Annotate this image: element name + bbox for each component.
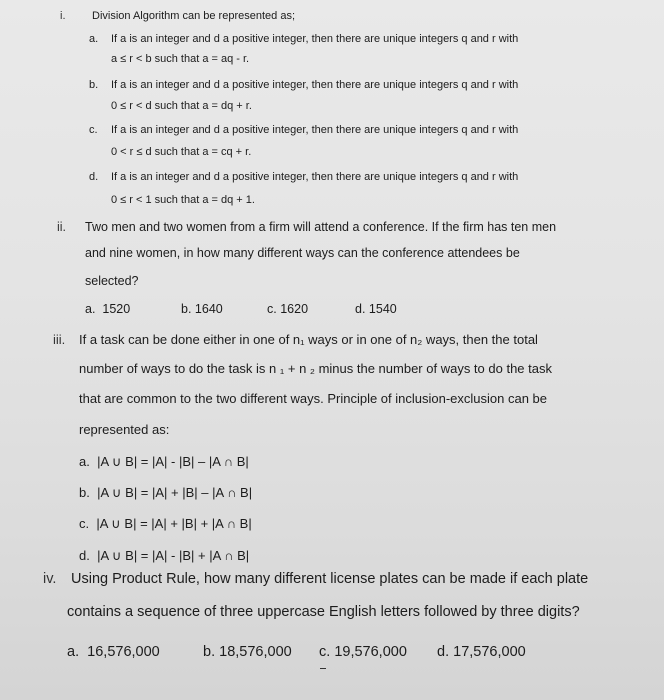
q3-option-b xyxy=(79,485,252,501)
q3-option-c xyxy=(79,516,252,532)
q3-option-c-value: |A ∪ B| = |A| + |B| + |A ∩ B| xyxy=(96,516,252,531)
q2-option-c xyxy=(267,302,308,316)
q4-option-d xyxy=(437,644,526,660)
question-2-line-1: Two men and two women from a firm will attend a conference. If the firm has ten men xyxy=(85,220,557,234)
q3-option-b-label: b. xyxy=(79,485,90,500)
q3-option-a-value: |A ∪ B| = |A| - |B| – |A ∩ B| xyxy=(97,454,249,469)
q4-option-c xyxy=(319,644,407,660)
q2-option-d-label: d. xyxy=(355,302,366,316)
q2-option-a-value: 1520 xyxy=(102,302,131,316)
q2-option-b xyxy=(181,302,223,316)
q4-option-b xyxy=(203,644,292,660)
q1-option-a-line1: If a is an integer and d a positive integer, then there are unique integers q and r with xyxy=(111,33,519,45)
q3-option-c-label: c. xyxy=(79,516,90,531)
q2-option-d-value: 1540 xyxy=(368,302,397,316)
question-3-line-1: If a task can be done either in one of n₁ ways or in one of n₂ ways, then the total xyxy=(79,332,538,347)
question-1-text: Division Algorithm can be represented as; xyxy=(92,10,295,22)
question-2-line-2: and nine women, in how many different ways can the conference attendees be xyxy=(85,246,520,260)
q1-option-b-label: b. xyxy=(89,79,99,91)
q3-option-d-value: |A ∪ B| = |A| - |B| + |A ∩ B| xyxy=(97,548,250,563)
q1-option-c-label: c. xyxy=(89,124,98,136)
q4-option-a-value: 16,576,000 xyxy=(87,644,160,660)
q4-option-b-value: 18,576,000 xyxy=(219,644,292,660)
q1-option-d-label: d. xyxy=(89,171,99,183)
q3-option-a xyxy=(79,454,249,470)
q2-option-c-value: 1620 xyxy=(280,302,309,316)
q3-option-d-label: d. xyxy=(79,548,90,563)
question-3-line-3: that are common to the two different ways. Principle of inclusion-exclusion can be xyxy=(79,391,547,406)
q3-option-d xyxy=(79,548,249,564)
q1-option-d-line2: 0 ≤ r < 1 such that a = dq + 1. xyxy=(111,194,255,206)
q2-option-c-label: c. xyxy=(267,302,277,316)
q4-option-d-label: d. xyxy=(437,644,450,660)
q4-option-b-label: b. xyxy=(203,644,216,660)
question-3-line-4: represented as: xyxy=(79,422,170,437)
q2-option-d xyxy=(355,302,397,316)
q2-option-b-label: b. xyxy=(181,302,192,316)
question-3-number: iii. xyxy=(53,332,66,347)
q4-option-a-label: a. xyxy=(67,644,80,660)
q1-option-a-line2: a ≤ r < b such that a = aq - r. xyxy=(111,53,250,65)
q1-option-d-line1: If a is an integer and d a positive integer, then there are unique integers q and r with xyxy=(111,171,519,183)
question-4-number: iv. xyxy=(43,571,57,587)
q4-option-d-value: 17,576,000 xyxy=(453,644,526,660)
question-4-line-1: Using Product Rule, how many different license plates can be made if each plate xyxy=(71,571,589,587)
q2-option-a xyxy=(85,302,130,316)
question-4-line-2: contains a sequence of three uppercase English letters followed by three digits? xyxy=(67,604,580,620)
q4-option-c-label: c. xyxy=(319,644,331,660)
q1-option-b-line1: If a is an integer and d a positive integer, then there are unique integers q and r with xyxy=(111,79,519,91)
q1-option-a-label: a. xyxy=(89,33,99,45)
q3-option-b-value: |A ∪ B| = |A| + |B| – |A ∩ B| xyxy=(97,485,253,500)
q1-option-b-line2: 0 ≤ r < d such that a = dq + r. xyxy=(111,100,252,112)
q4-option-a xyxy=(67,644,160,660)
q4-option-c-value: 19,576,000 xyxy=(334,644,407,660)
question-2-number: ii. xyxy=(57,220,67,234)
question-1-number: i. xyxy=(60,10,66,22)
question-3-line-2: number of ways to do the task is n ₁ + n ₂ minus the number of ways to do the task xyxy=(79,361,552,376)
q1-option-c-line1: If a is an integer and d a positive integer, then there are unique integers q and r with xyxy=(111,124,519,136)
q1-option-c-line2: 0 < r ≤ d such that a = cq + r. xyxy=(111,146,252,158)
q2-option-a-label: a. xyxy=(85,302,96,316)
q2-option-b-value: 1640 xyxy=(194,302,223,316)
question-2-line-3: selected? xyxy=(85,274,139,288)
q3-option-a-label: a. xyxy=(79,454,90,469)
answer-underline-mark xyxy=(320,668,326,669)
